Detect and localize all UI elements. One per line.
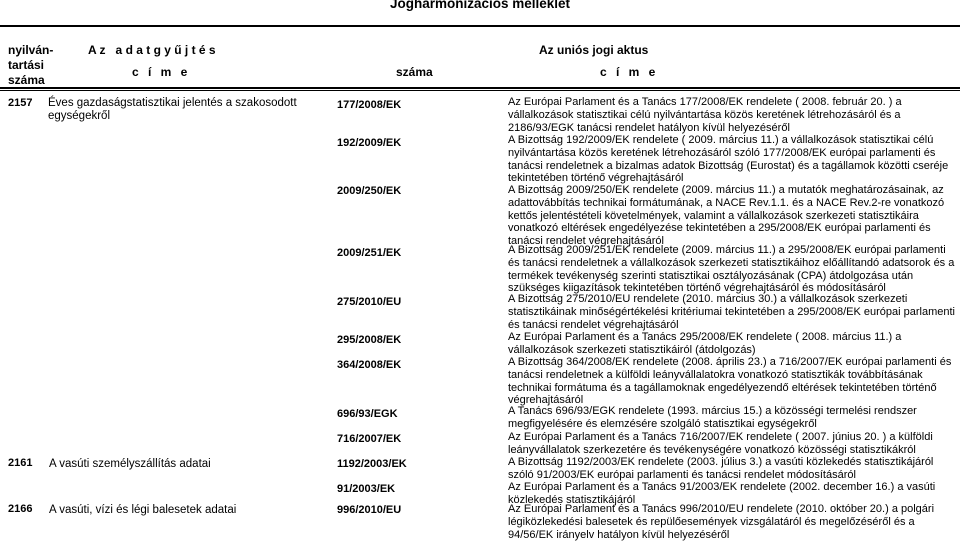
col-header-line: tartási bbox=[8, 58, 45, 72]
act-title: Az Európai Parlament és a Tanács 295/2008/EK rendelete ( 2008. március 11.) a vállalkozások szerkezeti statisztikáiról (átdolgozás) bbox=[508, 331, 902, 356]
col-header-unios-jogi-aktus: Az uniós jogi aktus bbox=[539, 43, 649, 57]
col-header-nyilvantartasi-szama bbox=[8, 43, 53, 88]
col-header-jogi-aktus-cime: c í m e bbox=[600, 65, 659, 79]
act-title: A Bizottság 1192/2003/EK rendelete (2003. július 3.) a vasúti közlekedés statisztikájáról szóló 91/2003/EK európai parlamenti és tanácsi rendelet módosításáról bbox=[508, 456, 934, 481]
act-title: A Bizottság 275/2010/EU rendelete (2010. március 30.) a vállalkozások szerkezeti statisztikáinak minőségértékelési kritériumai tekintetében a 295/2008/EK európai parlamenti és tanácsi rendelet végrehajtásáról bbox=[508, 293, 955, 331]
header-top-rule bbox=[0, 25, 960, 27]
act-code: 364/2008/EK bbox=[337, 359, 402, 371]
act-code: 1192/2003/EK bbox=[337, 458, 407, 470]
col-header-jogi-aktus-szama: száma bbox=[396, 65, 433, 79]
act-code: 696/93/EGK bbox=[337, 408, 398, 420]
act-title: Az Európai Parlament és a Tanács 996/2010/EU rendelete (2010. október 20.) a polgári légiközlekedési balesetek és repülőesemények vizsgálatáról és megelőzéséről és a 94/56/EK irányelv hatályon kívül helyezéséről bbox=[508, 503, 935, 541]
row-label: Éves gazdaságstatisztikai jelentés a szakosodott egységekről bbox=[48, 97, 297, 122]
header-bottom-rule bbox=[0, 87, 960, 89]
act-code: 275/2010/EU bbox=[337, 296, 402, 308]
act-title: A Tanács 696/93/EGK rendelete (1993. március 15.) a közösségi termelési rendszer megfigyelésére és elemzésére szolgáló statisztikai egységekről bbox=[508, 405, 917, 430]
act-title: A Bizottság 2009/251/EK rendelete (2009. március 11.) a 295/2008/EK európai parlamenti és tanácsi rendeletnek a vállalkozások szerkezeti statisztikáihoz előállítandó adatsorok és a termékek tevékenység szerinti statisztikai osztályozásának (CPA) átdolgozása után szükséges kiigazítások tekintetében történő végrehajtásáról és módosításáról bbox=[508, 244, 955, 295]
act-code: 2009/250/EK bbox=[337, 185, 402, 197]
act-code: 192/2009/EK bbox=[337, 137, 402, 149]
act-title: A Bizottság 364/2008/EK rendelete (2008. április 23.) a 716/2007/EK európai parlamenti és tanácsi rendeletnek a külföldi leányvállalatokra vonatkozó statisztikák továbbításának technikai formátuma és a tagállamoknak engedélyezendő eltérések tekintetében történő végrehajtásáról bbox=[508, 356, 952, 407]
col-header-adatgyujtes-cime: c í m e bbox=[132, 65, 191, 79]
row-number: 2161 bbox=[8, 457, 33, 469]
act-title: Az Európai Parlament és a Tanács 716/2007/EK rendelete ( 2007. június 20. ) a külföldi leányvállalatok szerkezetére és tevékenységére vonatkozó közösségi statisztikákról bbox=[508, 431, 933, 456]
act-title: A Bizottság 192/2009/EK rendelete ( 2009. március 11.) a vállalkozások statisztikai célú nyilvántartása közös keretének létrehozásáról szóló 177/2008/EK európai parlamenti és tanácsi rendeletnek a bizalmas adatok Bizottság (Eurostat) és a tagállamok közötti cseréje tekintetében történő végrehajtásáról bbox=[508, 134, 949, 185]
act-title: A Bizottság 2009/250/EK rendelete (2009. március 11.) a mutatók meghatározásainak, az adattovábbítás technikai formátumának, a NACE Rev.1.1. és a NACE Rev.2-re vonatkozó kettős jelentéstételi követelmények, valamint a vállalkozások szerkezeti statisztikáira vonatkozó eltérések engedélyezése tekintetében a 295/2008/EK európai parlamenti és tanácsi rendelet végrehajtásáról bbox=[508, 184, 945, 248]
act-code: 716/2007/EK bbox=[337, 433, 402, 445]
row-label: A vasúti személyszállítás adatai bbox=[49, 458, 211, 470]
row-number: 2157 bbox=[8, 97, 33, 109]
row-number: 2166 bbox=[8, 503, 33, 515]
header-bottom-rule-thin bbox=[0, 90, 960, 91]
act-title: Az Európai Parlament és a Tanács 91/2003/EK rendelete (2002. december 16.) a vasúti közlekedés statisztikájáról bbox=[508, 481, 936, 506]
act-code: 295/2008/EK bbox=[337, 334, 402, 346]
act-code: 996/2010/EU bbox=[337, 504, 402, 516]
act-code: 91/2003/EK bbox=[337, 483, 396, 495]
act-code: 177/2008/EK bbox=[337, 99, 402, 111]
page-title: Jogharmonizációs melléklet bbox=[389, 0, 571, 11]
act-title: Az Európai Parlament és a Tanács 177/2008/EK rendelete ( 2008. február 20. ) a vállalkozások statisztikai célú nyilvántartása közös keretének létrehozásáról és a 2186/93/EGK tanácsi rendelet hatályon kívül helyezéséről bbox=[508, 96, 902, 134]
col-header-adatgyujtes: A z a d a t g y ű j t é s bbox=[88, 43, 216, 57]
col-header-line: száma bbox=[8, 73, 45, 87]
row-label: A vasúti, vízi és légi balesetek adatai bbox=[49, 504, 237, 516]
act-code: 2009/251/EK bbox=[337, 247, 402, 259]
col-header-line: nyilván- bbox=[8, 43, 54, 57]
